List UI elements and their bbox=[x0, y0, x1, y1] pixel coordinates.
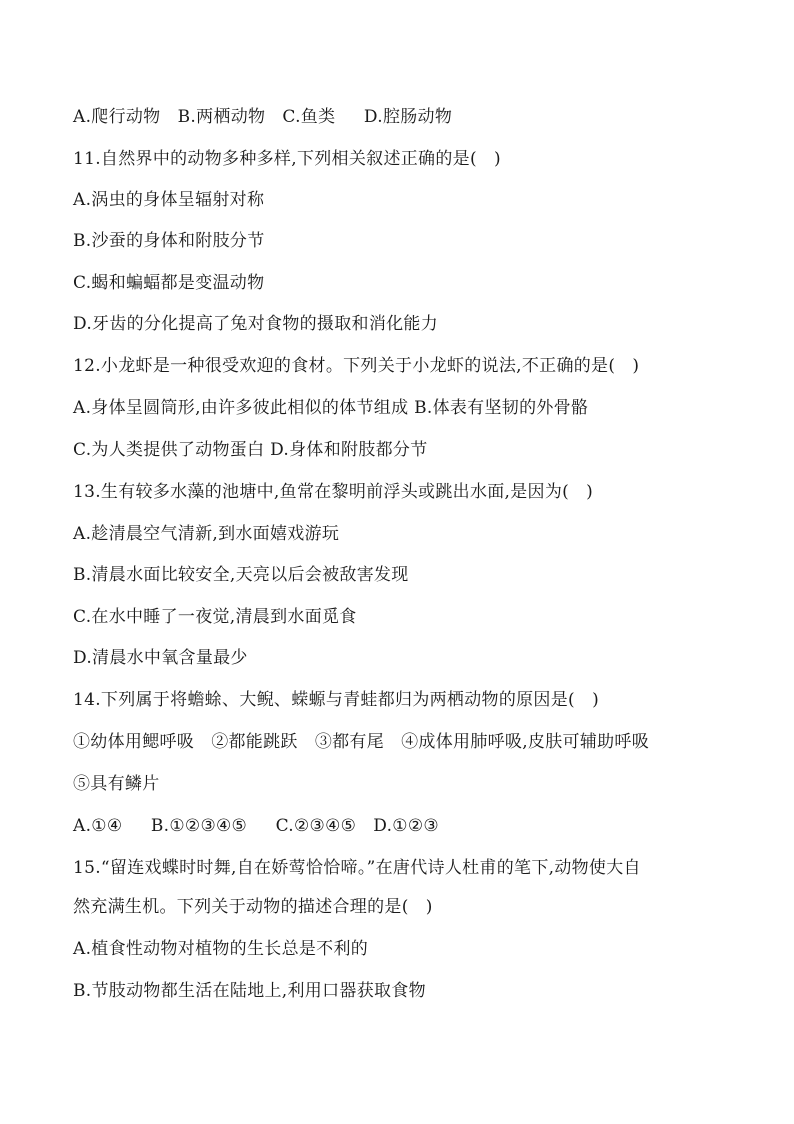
q15-stem-line1: 15.“留连戏蝶时时舞,自在娇莺恰恰啼。”在唐代诗人杜甫的笔下,动物使大自 bbox=[73, 858, 641, 878]
q13-option-b: B.清晨水面比较安全,天亮以后会被敌害发现 bbox=[73, 565, 409, 585]
q11-stem: 11.自然界中的动物多种多样,下列相关叙述正确的是( ) bbox=[73, 149, 501, 169]
q14-options: A.①④ B.①②③④⑤ C.②③④⑤ D.①②③ bbox=[73, 816, 439, 836]
q14-stem: 14.下列属于将蟾蜍、大鲵、蝾螈与青蛙都归为两栖动物的原因是( ) bbox=[73, 690, 600, 710]
q11-option-c: C.蝎和蝙蝠都是变温动物 bbox=[73, 273, 265, 293]
q14-statement-5: ⑤具有鳞片 bbox=[73, 774, 160, 794]
q12-options-ab: A.身体呈圆筒形,由许多彼此相似的体节组成 B.体表有坚韧的外骨骼 bbox=[73, 398, 589, 418]
q15-stem-line2: 然充满生机。下列关于动物的描述合理的是( ) bbox=[73, 897, 433, 917]
q11-option-d: D.牙齿的分化提高了兔对食物的摄取和消化能力 bbox=[73, 314, 439, 334]
q13-option-a: A.趁清晨空气清新,到水面嬉戏游玩 bbox=[73, 524, 340, 544]
q13-option-d: D.清晨水中氧含量最少 bbox=[73, 648, 248, 668]
q14-statements: ①幼体用鳃呼吸 ②都能跳跃 ③都有尾 ④成体用肺呼吸,皮肤可辅助呼吸 bbox=[73, 732, 650, 752]
q10-options: A.爬行动物 B.两栖动物 C.鱼类 D.腔肠动物 bbox=[73, 107, 453, 127]
q12-stem: 12.小龙虾是一种很受欢迎的食材。下列关于小龙虾的说法,不正确的是( ) bbox=[73, 356, 640, 376]
q15-option-b: B.节肢动物都生活在陆地上,利用口器获取食物 bbox=[73, 981, 426, 1001]
q15-option-a: A.植食性动物对植物的生长总是不利的 bbox=[73, 939, 369, 959]
q13-stem: 13.生有较多水藻的池塘中,鱼常在黎明前浮头或跳出水面,是因为( ) bbox=[73, 482, 594, 502]
q11-option-b: B.沙蚕的身体和附肢分节 bbox=[73, 231, 265, 251]
q11-option-a: A.涡虫的身体呈辐射对称 bbox=[73, 190, 265, 210]
q12-options-cd: C.为人类提供了动物蛋白 D.身体和附肢都分节 bbox=[73, 440, 428, 460]
q13-option-c: C.在水中睡了一夜觉,清晨到水面觅食 bbox=[73, 607, 357, 627]
